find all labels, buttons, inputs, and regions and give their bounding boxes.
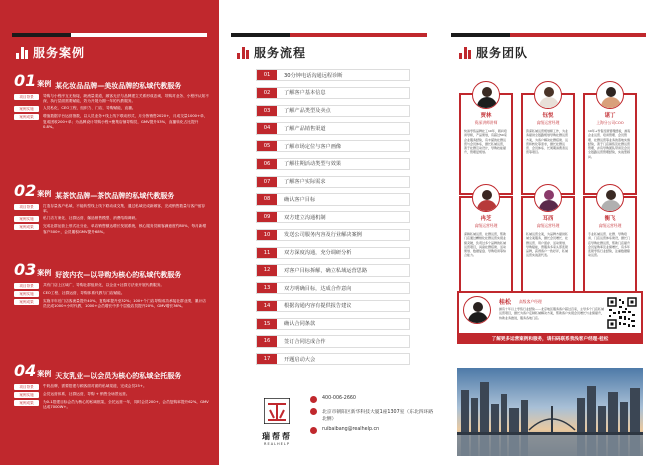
member-desc: 10年+零售连锁管理经验，拥有企业运营、培训管理、会员管理、社群运营等业务的落地实施经验，善于门店销售及社群运营管理，并有导购团队带训及会员全链路运营管理经验，实战型顾问。: [588, 129, 631, 159]
top-accent-bar: [451, 33, 646, 37]
case-text: 牛奶品牌，需要搭建与顾客面对面的私域渠道，完成会员25+。: [43, 384, 147, 388]
step-text: 确认客户目标: [284, 196, 316, 203]
step-number: 01: [257, 70, 277, 80]
case-tag: 案例实施: [14, 392, 39, 398]
step-number: 12: [257, 265, 277, 275]
contact-info: [310, 396, 435, 439]
case-tag: 项目背景: [14, 384, 39, 390]
case-text: 私门店方案化、社群运营、爆品销售模型、消费结构调研。: [43, 216, 139, 221]
email-icon: [310, 427, 317, 434]
member-name: 谌丁: [604, 113, 616, 119]
manager-name: 桂松: [499, 299, 512, 306]
bar-chart-icon: [459, 47, 471, 59]
case-number: 02案例: [14, 181, 52, 200]
member-role: 上海分公司COO: [596, 120, 624, 125]
account-manager-card: [457, 291, 643, 335]
avatar: [472, 81, 500, 109]
case-tag: 项目背景: [14, 283, 39, 289]
avatar: [463, 296, 491, 324]
step-text: 双方明确目标，达成合作意向: [284, 285, 352, 292]
service-cases-panel: [0, 0, 219, 465]
phone-icon: [310, 396, 317, 403]
case-text: 打造存量客户私域，不能转型线上线下联动成交集，通过私域完成新顾客，完成销售数量与客户留存率。: [43, 204, 206, 214]
member-role: 高级运营经理: [536, 120, 560, 125]
member-role: 高级运营经理: [536, 223, 560, 228]
top-accent-bar: [12, 33, 207, 37]
case-title: 某茶饮品牌—茶饮品牌的私域代教服务: [55, 192, 175, 200]
section-title-text: 服务案例: [33, 46, 86, 60]
logo-name: 瑞帮帮: [262, 432, 292, 441]
team-member-card: [521, 93, 575, 195]
member-name: 耳西: [542, 216, 554, 222]
case-title: 天友乳业—以会员为核心的私域全托服务: [55, 372, 182, 380]
step-number: 07: [257, 177, 277, 187]
email-address[interactable]: ruibaibang@realhelp.cn: [322, 427, 380, 432]
step-number: 15: [257, 319, 277, 329]
case-tag: 案例成果: [14, 114, 39, 120]
case-tag: 案例成果: [14, 299, 39, 305]
process-step: [256, 122, 410, 134]
case-text: 为0-1搭建目标会员为核心的私域框架，全托运营一年，同时会员200+，会员复购率提升62%，GMV达成7000W+。: [43, 400, 209, 410]
member-name: 衡飞: [604, 216, 616, 222]
step-text: 30分钟电话沟通远程诊断: [284, 72, 343, 79]
section-title-text: 服务团队: [476, 46, 529, 60]
case-tag: 项目背景: [14, 94, 39, 100]
step-text: 了解产品销售渠道: [284, 125, 326, 132]
step-number: 09: [257, 212, 277, 222]
case-text: 人员私化、CEO工程，组织力、门店，导购赋能，直播。: [43, 106, 136, 111]
section-title: [16, 44, 85, 61]
case-number: 04案例: [14, 361, 52, 380]
case-tag: 案例实施: [14, 216, 39, 222]
step-text: 双方深度沟通，充分调研分析: [284, 250, 352, 257]
section-title: [237, 44, 306, 61]
address: 北京市朝阳区新华科技大厦1座1307室（东北四环路北侧）: [322, 410, 434, 422]
process-step: [256, 69, 410, 81]
step-text: 了解客户实际需求: [284, 179, 326, 186]
member-role: 高级运营经理: [474, 223, 498, 228]
case-tag: 案例成果: [14, 400, 39, 406]
case-text: 完成社群运营上形式社分业，单店销售额达增长发展系统，核心服务员顾客满意度约80%，每月新增客户500+，会员累积GMV提升68%。: [43, 224, 207, 234]
case-number: 03案例: [14, 260, 52, 279]
case-text: 共有门店上区域广，导购社群组织化，以企业+社群方法来开展代教服务。: [43, 283, 165, 287]
member-desc: 专业私域运营、社群、导购培训、门店运营体系建设，擅长门店导购社群运营，帮助门店提升会员复购率及业绩增长，有多年连锁零售行业经验，注重数据驱动运营。: [588, 232, 631, 258]
process-step: [256, 247, 410, 259]
step-number: 04: [257, 123, 277, 133]
step-number: 17: [257, 354, 277, 364]
member-desc: 快消零售品牌社工10年，顾问培训导师，产品策划，有超过50家企业服务经验，有丰富的社群运营与会员体系，擅长私域运营，善于社群互动设计，导购技能提升，管理层规划。: [464, 129, 507, 155]
case-text: 增值数据平台运营指数，以人员业务+线上线下联动形式，月分拣销售2020+，月成交量1000+单，复成团收200+单；为品牌设计导购小程+聚集店铺导购员，GMV提升53%，直播转化占比提升0.8%。: [43, 114, 208, 129]
avatar: [534, 184, 562, 212]
section-title-text: 服务流程: [254, 46, 307, 60]
avatar: [596, 81, 624, 109]
member-role: 高级运营经理: [598, 223, 622, 228]
team-member-card: [583, 196, 637, 298]
case-tag: 案例实施: [14, 291, 39, 297]
step-text: 开题启动大会: [284, 356, 316, 363]
step-text: 了解市场定位与客户画像: [284, 143, 342, 150]
case-card: [14, 73, 209, 130]
bar-chart-icon: [237, 47, 249, 59]
process-step: [256, 229, 410, 241]
case-card: [14, 363, 209, 410]
process-step: [256, 264, 410, 276]
team-member-card: [583, 93, 637, 195]
step-number: 06: [257, 159, 277, 169]
member-desc: 资深私域运营规划师工作，为业务提供全链路规划导购社群运营方案，为客户解决社群搭建、运营和转化等需求，擅长社群运营、会员体系、长周期消费者运营等项目。: [526, 129, 569, 155]
step-number: 16: [257, 336, 277, 346]
bar-chart-icon: [16, 47, 28, 59]
case-title: 某化妆品品牌—美妆品牌的私域代教服务: [55, 82, 182, 90]
member-name: 钰悦: [542, 113, 554, 119]
case-title: 好波内衣—以导购为核心的私域代教服务: [55, 271, 182, 279]
manager-desc: 拥有十年以上零售行业经验——北京地区服务客户超过百家，主导多个门店私域运营项目，擅长为客户定制私域解决方案，帮助客户实现会员增长与业绩提升，协助业务推进，服务各地门店。: [499, 307, 605, 320]
city-skyline-image: [457, 368, 643, 456]
logo-subtitle: REALHELP: [264, 442, 290, 446]
step-text: 签订合同达成合作: [284, 338, 326, 345]
process-step: [256, 105, 410, 117]
case-card: [14, 183, 209, 235]
step-text: 发送公司服务内容及行业解决案例: [284, 232, 362, 239]
step-text: 根据沟通内容有提供报告建议: [284, 303, 352, 310]
member-name: 贾林: [480, 113, 492, 119]
team-member-card: [459, 196, 513, 298]
team-member-card: [521, 196, 575, 298]
team-member-card: [459, 93, 513, 195]
logo-mark-icon: [264, 398, 290, 424]
case-text: CEO工程、社群运营、导购体系代教与门店赋能。: [43, 291, 125, 295]
case-tag: 案例成果: [14, 224, 39, 230]
company-logo: [256, 398, 298, 448]
case-tag: 案例实施: [14, 106, 39, 112]
process-step: [256, 282, 410, 294]
step-text: 了解往期活动类型与效果: [284, 161, 342, 168]
step-text: 了解产品类型及卖点: [284, 108, 331, 115]
phone-number[interactable]: 400-006-2660: [322, 396, 356, 401]
step-text: 双方建立沟通机制: [284, 214, 326, 221]
service-process-panel: [219, 0, 439, 465]
step-number: 03: [257, 106, 277, 116]
process-step: [256, 300, 410, 312]
member-desc: 深耕私域运营、社群运营，帮助门店通过精细化社群运营实现业绩突破，负责过多个品牌的私域运营项目，具备社群搭建、活动策划、数据复盘、导购培训等综合能力。: [464, 232, 507, 258]
case-number: 01案例: [14, 71, 52, 90]
step-number: 08: [257, 194, 277, 204]
step-text: 对客户目标拆解，确立私域运营思路: [284, 267, 368, 274]
qr-code-icon[interactable]: [607, 297, 637, 329]
case-text: 实施半年后门店客流量提升40%，复购率提升至32%；100+个门店导购成功承接社群业绩，累计店员完成1000+小时代教，1000+会员增长中多个层级店员提升20%，GMV增长36%。: [43, 299, 206, 309]
process-step: [256, 176, 410, 188]
case-card: [14, 262, 209, 309]
step-number: 10: [257, 230, 277, 240]
top-accent-bar: [231, 33, 427, 37]
process-step: [256, 158, 410, 170]
process-step: [256, 87, 410, 99]
avatar: [472, 184, 500, 212]
location-icon: [310, 408, 317, 415]
step-text: 确认合同条款: [284, 321, 316, 328]
process-step: [256, 318, 410, 330]
case-text: 会员运营体系，社群运营，导购 + 销售全场景运营。: [43, 392, 130, 396]
process-steps-list: [256, 69, 410, 371]
case-tag: 项目背景: [14, 204, 39, 210]
step-number: 11: [257, 248, 277, 258]
step-number: 13: [257, 283, 277, 293]
process-step: [256, 335, 410, 347]
process-step: [256, 353, 410, 365]
section-title: [459, 44, 528, 61]
service-team-panel: [439, 0, 658, 465]
member-desc: 私域运营全案，为品牌方提供私域全案服务，擅长会员增长、社群运营、用户留存、活动策划、导购赋能，曾服务多家头部连锁品牌，获得客户一致好评，私域运营实战派代表。: [526, 232, 569, 258]
step-text: 了解客户基本信息: [284, 90, 326, 97]
step-number: 02: [257, 88, 277, 98]
step-number: 14: [257, 301, 277, 311]
step-number: 05: [257, 141, 277, 151]
contact-cta-banner: 了解更多运营案例和服务，请扫码联系我浅客户经理-桂松: [457, 335, 643, 344]
process-step: [256, 140, 410, 152]
manager-role: 高级客户经理: [519, 298, 542, 304]
process-step: [256, 211, 410, 223]
member-name: 冉芝: [480, 216, 492, 222]
process-step: [256, 193, 410, 205]
avatar: [534, 81, 562, 109]
avatar: [596, 184, 624, 212]
case-text: 导购与小程序互无衔接，缺流量渠道，顾客无法与品牌建立关系形成忠诚，导购对业务、小程序认知不深，执行层面需要赋能，效为开展为期一年的代教服务。: [43, 94, 209, 104]
member-role: 资深讲师讲师: [474, 120, 498, 125]
